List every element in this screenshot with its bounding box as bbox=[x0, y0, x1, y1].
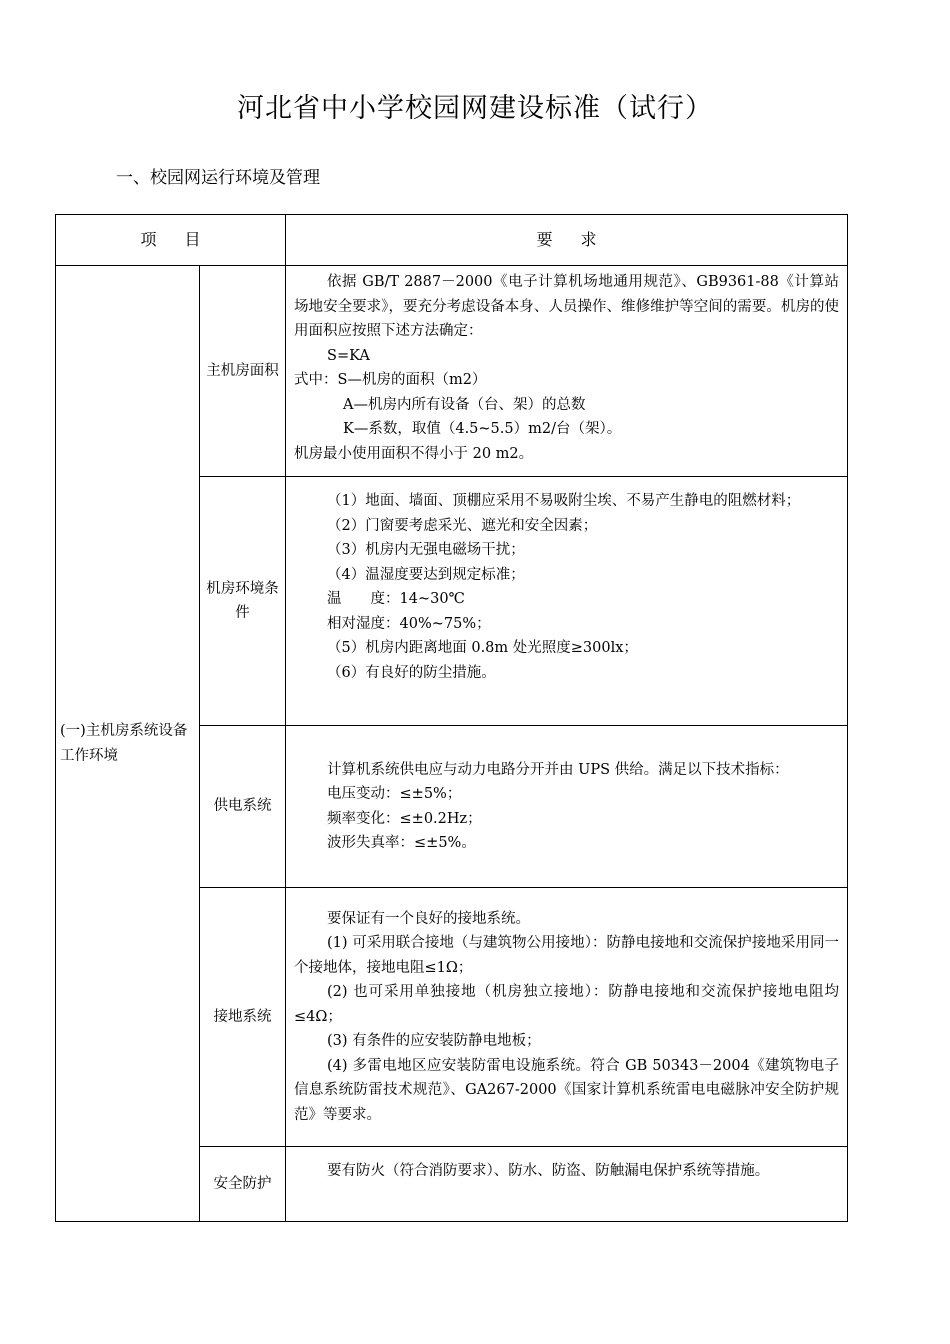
row-label: 主机房面积 bbox=[200, 266, 286, 477]
req-line: 要保证有一个良好的接地系统。 bbox=[327, 910, 531, 927]
standards-table bbox=[55, 214, 848, 1222]
req-line: （5）机房内距离地面 0.8m 处光照度≥300lx； bbox=[327, 640, 638, 656]
req-line: 依据 GB/T 2887－2000《电子计算机场地通用规范》、GB9361-88《计算站场地安全要求》，要充分考虑设备本身、人员操作、维修维护等空间的需要。机房的使用面积应按照下述方法确定： bbox=[294, 274, 840, 339]
req-line: 机房最小使用面积不得小于 20 m2。 bbox=[294, 445, 534, 462]
requirement-cell bbox=[286, 266, 848, 477]
req-line: S=KA bbox=[327, 347, 370, 364]
table-header-row bbox=[56, 215, 848, 266]
page-title: 河北省中小学校园网建设标准（试行） bbox=[237, 93, 713, 124]
table-row bbox=[56, 266, 848, 477]
req-line: (3) 有条件的应安装防静电地板； bbox=[327, 1033, 541, 1050]
req-line: 计算机系统供电应与动力电路分开并由 UPS 供给。满足以下技术指标： bbox=[327, 761, 789, 778]
req-line: (4) 多雷电地区应安装防雷电设施系统。符合 GB 50343－2004《建筑物电子信息系统防雷技术规范》、GA267-2000《国家计算机系统雷电电磁脉冲安全防护规范》等要求。 bbox=[294, 1057, 840, 1123]
req-line: 要有防火（符合消防要求）、防水、防盗、防触漏电保护系统等措施。 bbox=[327, 1163, 770, 1179]
req-line: （2）门窗要考虑采光、遮光和安全因素； bbox=[327, 517, 598, 534]
row-label: 供电系统 bbox=[200, 726, 286, 888]
row-label: 安全防护 bbox=[200, 1147, 286, 1222]
row-label: 机房环境条件 bbox=[200, 477, 286, 726]
header-item: 项目 bbox=[56, 215, 286, 266]
req-line: 温 度：14~30℃ bbox=[327, 591, 465, 607]
requirement-cell bbox=[286, 477, 848, 726]
req-line: 频率变化：≤±0.2Hz； bbox=[327, 810, 482, 827]
req-line: （6）有良好的防尘措施。 bbox=[327, 664, 496, 681]
req-line: （4）温湿度要达到规定标准； bbox=[327, 566, 525, 583]
req-line: (1) 可采用联合接地（与建筑物公用接地）：防静电接地和交流保护接地采用同一个接地体，接地电阻≤1Ω； bbox=[294, 935, 840, 976]
requirement-cell bbox=[286, 888, 848, 1147]
req-line: K—系数，取值（4.5~5.5）m2/台（架）。 bbox=[343, 421, 622, 437]
req-line: 波形失真率：≤±5%。 bbox=[327, 835, 476, 851]
requirement-cell bbox=[286, 726, 848, 888]
req-line: 式中：S—机房的面积（m2） bbox=[294, 372, 487, 388]
row-label: 接地系统 bbox=[200, 888, 286, 1147]
requirement-cell bbox=[286, 1147, 848, 1222]
req-line: 电压变动：≤±5%； bbox=[327, 786, 462, 802]
header-requirement: 要求 bbox=[286, 215, 848, 266]
req-line: A—机房内所有设备（台、架）的总数 bbox=[343, 396, 586, 413]
req-line: 相对湿度：40%~75%； bbox=[327, 615, 491, 632]
req-line: （3）机房内无强电磁场干扰； bbox=[327, 542, 525, 558]
category-cell: (一)主机房系统设备工作环境 bbox=[56, 266, 200, 1222]
section-heading: 一、校园网运行环境及管理 bbox=[116, 168, 320, 188]
req-line: (2) 也可采用单独接地（机房独立接地）：防静电接地和交流保护接地电阻均≤4Ω； bbox=[294, 984, 840, 1025]
req-line: （1）地面、墙面、顶棚应采用不易吸附尘埃、不易产生静电的阻燃材料； bbox=[327, 493, 801, 509]
